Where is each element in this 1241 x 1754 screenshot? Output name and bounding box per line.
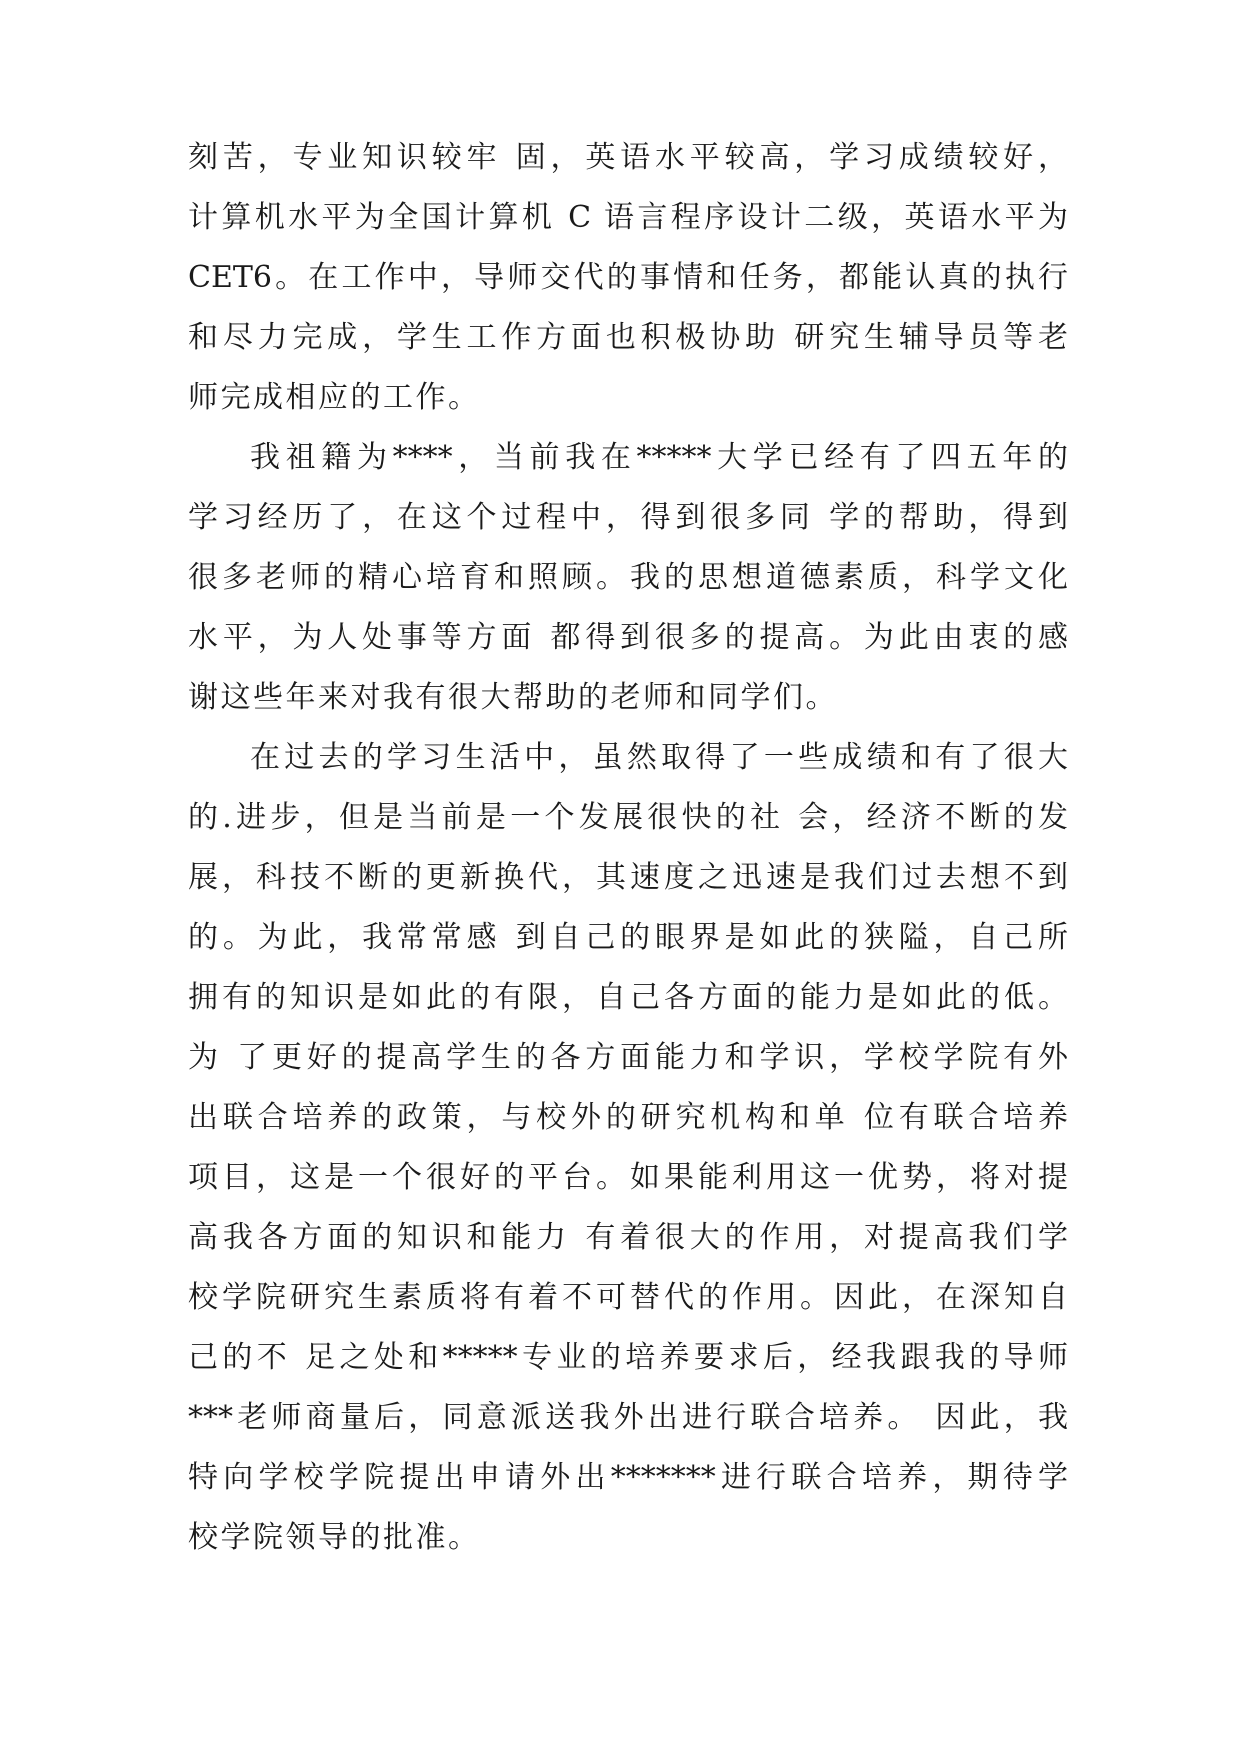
text-line: 己的不 足之处和*****专业的培养要求后，经我跟我的导师 [188,1340,1068,1375]
text-line: 展，科技不断的更新换代，其速度之迅速是我们过去想不到 [188,860,1068,895]
paragraph-1 [188,128,1068,428]
text-line: 高我各方面的知识和能力 有着很大的作用，对提高我们学 [188,1220,1068,1255]
document-body [188,128,1068,1568]
text-line: 在过去的学习生活中，虽然取得了一些成绩和有了很大 [250,740,1068,775]
text-line: ***老师商量后，同意派送我外出进行联合培养。 因此，我 [188,1400,1068,1435]
paragraph-2 [188,428,1068,728]
text-line: 项目，这是一个很好的平台。如果能利用这一优势，将对提 [188,1160,1068,1195]
text-line: 我祖籍为****，当前我在*****大学已经有了四五年的 [250,440,1068,475]
text-line: 师完成相应的工作。 [188,380,481,415]
text-line: 拥有的知识是如此的有限，自己各方面的能力是如此的低。 [188,980,1068,1015]
text-line: 的。为此，我常常感 到自己的眼界是如此的狭隘，自己所 [188,920,1068,955]
text-line: 为 了更好的提高学生的各方面能力和学识，学校学院有外 [188,1040,1068,1075]
text-line: 学习经历了，在这个过程中，得到很多同 学的帮助，得到 [188,500,1068,535]
text-line: 水平，为人处事等方面 都得到很多的提高。为此由衷的感 [188,620,1068,655]
text-line: 的.进步，但是当前是一个发展很快的社 会，经济不断的发 [188,800,1068,835]
text-line: 刻苦，专业知识较牢 固，英语水平较高，学习成绩较好， [188,140,1068,175]
text-line: 和尽力完成，学生工作方面也积极协助 研究生辅导员等老 [188,320,1068,355]
text-line: 谢这些年来对我有很大帮助的老师和同学们。 [188,680,838,715]
text-line: 校学院领导的批准。 [188,1520,481,1555]
text-line: CET6。在工作中，导师交代的事情和任务，都能认真的执行 [188,260,1068,295]
text-line: 很多老师的精心培育和照顾。我的思想道德素质，科学文化 [188,560,1068,595]
text-line: 计算机水平为全国计算机 C 语言程序设计二级，英语水平为 [188,200,1068,235]
text-line: 特向学校学院提出申请外出*******进行联合培养，期待学 [188,1460,1068,1495]
text-line: 校学院研究生素质将有着不可替代的作用。因此，在深知自 [188,1280,1068,1315]
text-line: 出联合培养的政策，与校外的研究机构和单 位有联合培养 [188,1100,1068,1135]
paragraph-3 [188,728,1068,1568]
